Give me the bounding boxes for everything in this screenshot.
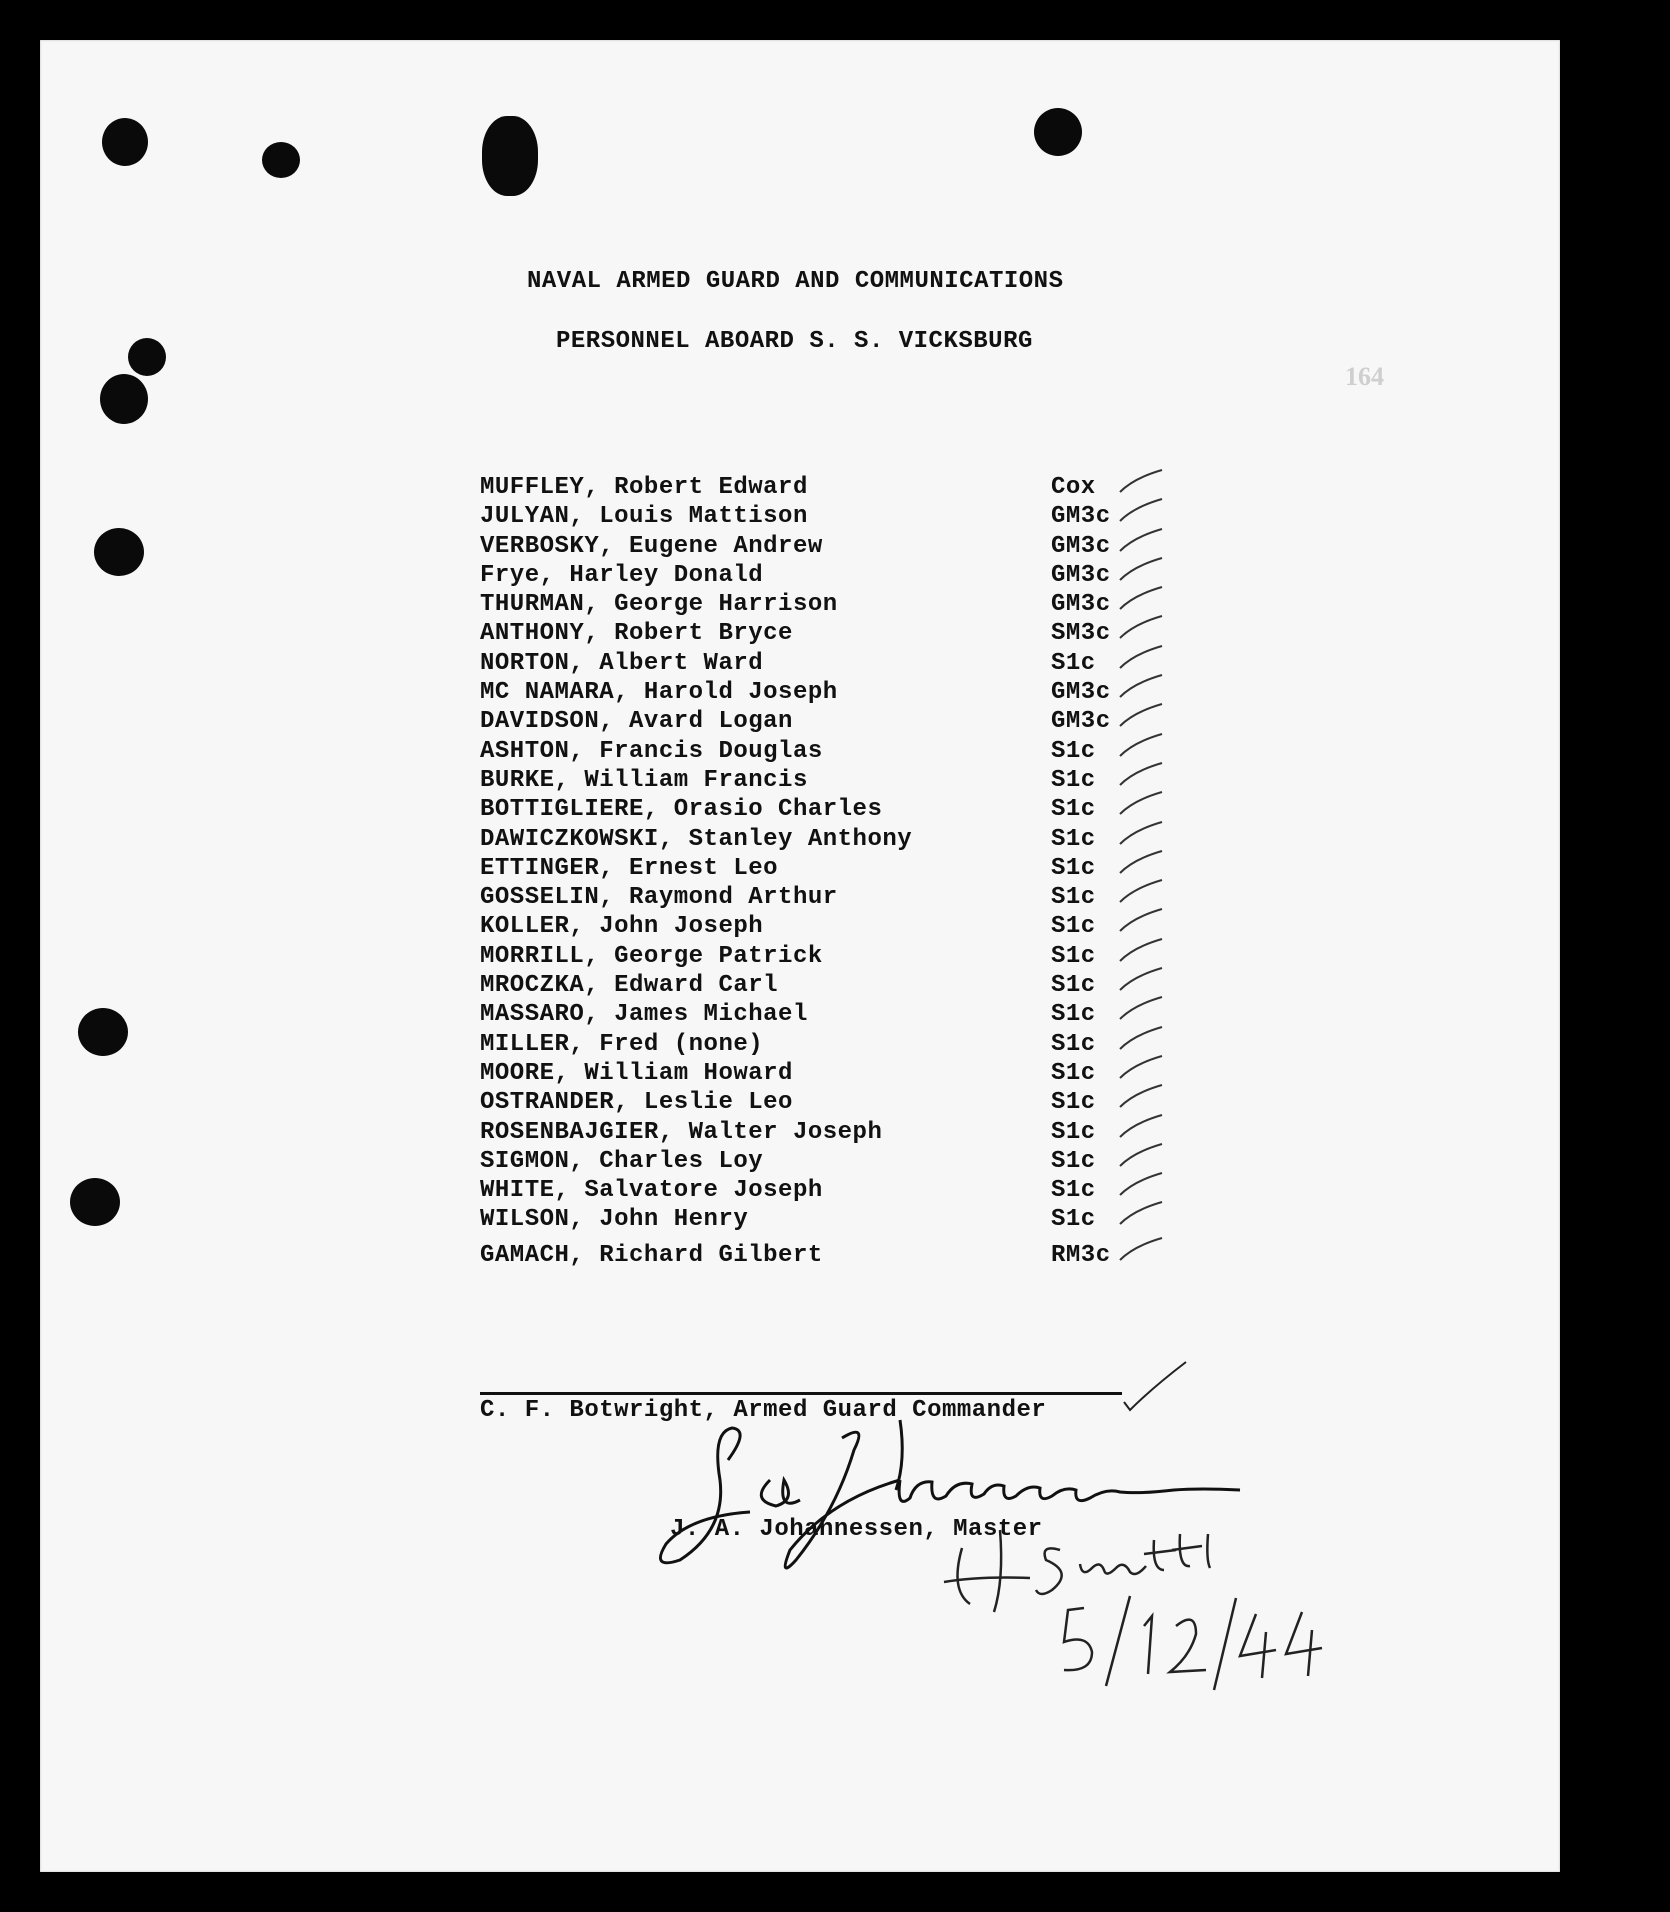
crew-name: MORRILL, George Patrick [480,942,823,970]
crew-rate: SM3c [1051,620,1111,648]
punch-hole [1034,108,1082,156]
crew-rate: S1c [1051,1206,1096,1234]
crew-rate: RM3c [1051,1241,1111,1269]
commander-signature-block: C. F. Botwright, Armed Guard Commander [480,1397,1047,1424]
crew-rate: S1c [1051,1177,1096,1205]
crew-name: THURMAN, George Harrison [480,591,838,619]
handwritten-date [1040,1586,1330,1696]
punch-hole [78,1008,128,1056]
crew-rate: S1c [1051,1147,1096,1175]
punch-hole [482,116,538,196]
crew-name: JULYAN, Louis Mattison [480,503,808,531]
crew-name: MILLER, Fred (none) [480,1030,764,1058]
crew-name: ROSENBAJGIER, Walter Joseph [480,1118,883,1146]
checkmark-icon [1122,1358,1192,1418]
crew-rate: S1c [1051,1030,1096,1058]
crew-rate: S1c [1051,649,1096,677]
crew-name: ASHTON, Francis Douglas [480,737,823,765]
crew-name: GOSSELIN, Raymond Arthur [480,884,838,912]
punch-hole [128,338,166,376]
crew-rate: GM3c [1051,532,1111,560]
crew-name: GAMACH, Richard Gilbert [480,1241,823,1269]
crew-rate: S1c [1051,1001,1096,1029]
punch-hole [102,118,148,166]
crew-rate: S1c [1051,737,1096,765]
document-page [40,40,1560,1872]
page-number: 164 [1345,362,1384,391]
crew-rate: Cox [1051,474,1096,501]
crew-name: OSTRANDER, Leslie Leo [480,1089,793,1117]
punch-hole [262,142,300,178]
crew-rate: S1c [1051,766,1096,794]
crew-name: DAWICZKOWSKI, Stanley Anthony [480,825,913,853]
crew-rate: S1c [1051,1089,1096,1117]
crew-rate: GM3c [1051,591,1111,619]
punch-hole [94,528,144,576]
crew-name: MUFFLEY, Robert Edward [480,474,808,501]
signature-line [480,1392,1122,1395]
crew-name: SIGMON, Charles Loy [480,1147,764,1175]
document-subtitle: PERSONNEL ABOARD S. S. VICKSBURG [556,328,1033,355]
crew-name: MC NAMARA, Harold Joseph [480,679,838,707]
crew-rate: S1c [1051,913,1096,941]
crew-rate: S1c [1051,825,1096,853]
crew-name: MOORE, William Howard [480,1059,793,1087]
crew-name: ANTHONY, Robert Bryce [480,620,793,648]
crew-rate: S1c [1051,796,1096,824]
personnel-roster [480,474,1240,1271]
master-signature-block: J. A. Johannessen, Master [670,1516,1043,1543]
crew-name: DAVIDSON, Avard Logan [480,708,793,736]
crew-rate: S1c [1051,854,1096,882]
crew-name: WHITE, Salvatore Joseph [480,1177,823,1205]
crew-rate: GM3c [1051,679,1111,707]
crew-rate: S1c [1051,884,1096,912]
punch-hole [100,374,148,424]
roster-row [480,1242,1240,1271]
crew-name: ETTINGER, Ernest Leo [480,854,779,882]
crew-name: VERBOSKY, Eugene Andrew [480,532,823,560]
checkmark-icon [1118,1198,1166,1232]
crew-name: NORTON, Albert Ward [480,649,764,677]
crew-name: MROCZKA, Edward Carl [480,972,779,1000]
crew-rate: S1c [1051,1059,1096,1087]
crew-rate: GM3c [1051,561,1111,589]
crew-name: MASSARO, James Michael [480,1001,808,1029]
checkmark-icon [1118,1234,1166,1268]
roster-row [480,1206,1240,1235]
crew-name: BURKE, William Francis [480,766,808,794]
crew-rate: S1c [1051,972,1096,1000]
crew-rate: GM3c [1051,708,1111,736]
crew-rate: S1c [1051,1118,1096,1146]
crew-rate: S1c [1051,942,1096,970]
punch-hole [70,1178,120,1226]
crew-name: Frye, Harley Donald [480,561,764,589]
crew-rate: GM3c [1051,503,1111,531]
document-title: NAVAL ARMED GUARD AND COMMUNICATIONS [527,268,1064,295]
crew-name: WILSON, John Henry [480,1206,749,1234]
crew-name: BOTTIGLIERE, Orasio Charles [480,796,883,824]
crew-name: KOLLER, John Joseph [480,913,764,941]
